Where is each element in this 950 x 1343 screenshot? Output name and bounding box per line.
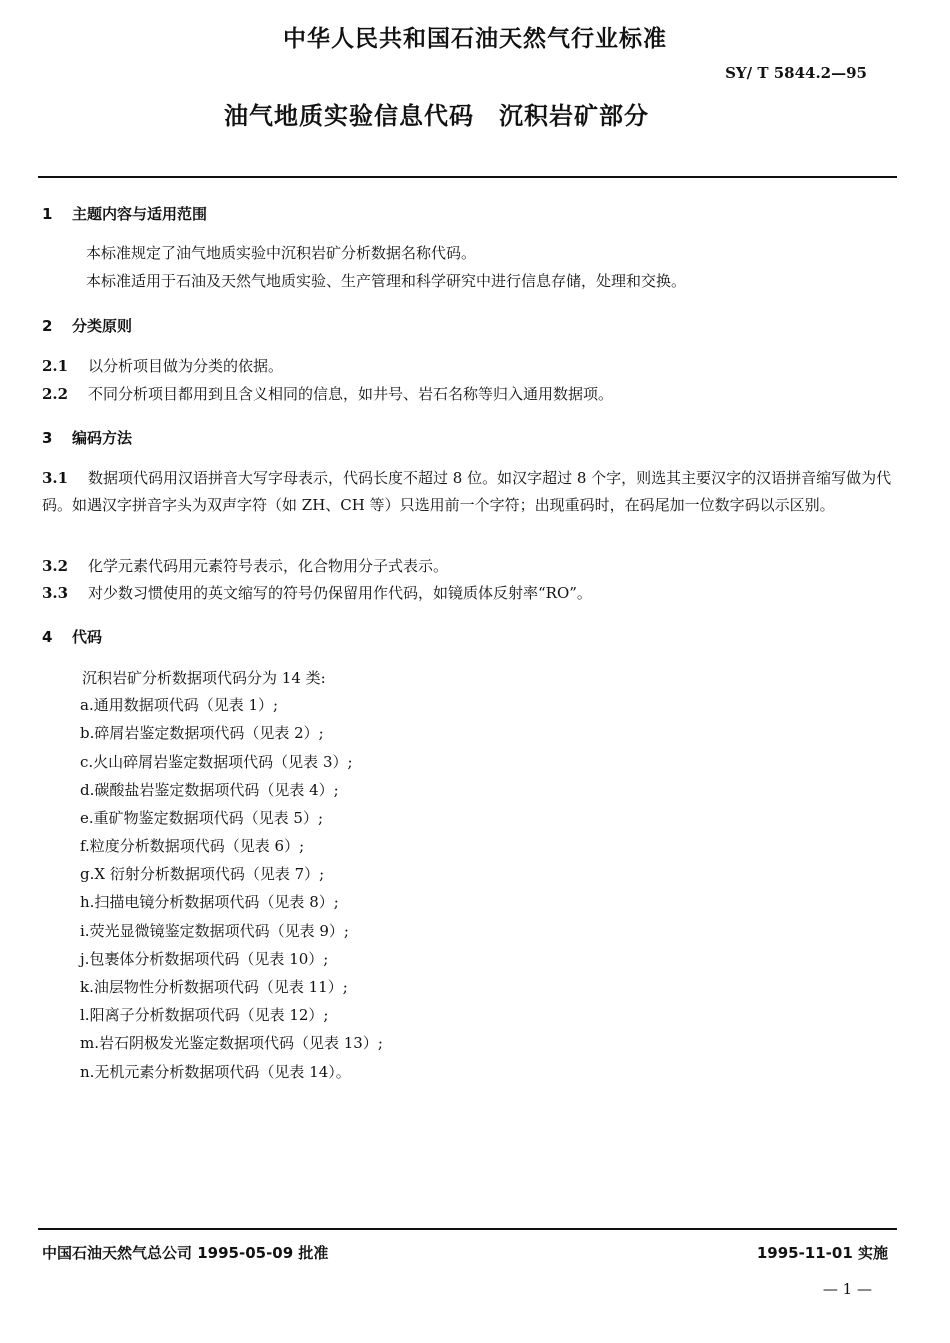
section-number: 1 [42,205,53,223]
list-item: f.粒度分析数据项代码（见表 6）; [80,837,305,855]
section-4-heading [42,626,102,647]
clause-text: 对少数习惯使用的英文缩写的符号仍保留用作代码，如镜质体反射率“RO”。 [88,584,592,602]
clause-number: 3.1 [42,469,69,487]
header-rule [38,176,897,178]
list-item: h.扫描电镜分析数据项代码（见表 8）; [80,893,339,911]
section-title: 代码 [72,628,103,646]
section-title: 编码方法 [72,429,133,447]
clause-number: 2.2 [42,385,69,403]
clause-number: 3.2 [42,557,69,575]
clause-3-1 [42,465,898,519]
section-1-heading [42,203,207,224]
footer-rule [38,1228,897,1230]
clause-text: 数据项代码用汉语拼音大写字母表示，代码长度不超过 8 位。如汉字超过 8 个字，则选其主要汉字的汉语拼音缩写做为代码。如遇汉字拼音字头为双声字符（如 ZH、CH 等）只选用前一个字符；出现重码时，在码尾加一位数字码以示区别。 [42,469,892,514]
list-item: a.通用数据项代码（见表 1）; [80,696,279,714]
org-standard-title: 中华人民共和国石油天然气行业标准 [283,26,667,52]
list-item: n.无机元素分析数据项代码（见表 14）。 [80,1063,351,1081]
page-number: — 1 — [822,1280,872,1298]
document-title: 油气地质实验信息代码 沉积岩矿部分 [224,102,649,130]
section-number: 2 [42,317,53,335]
clause-number: 2.1 [42,357,69,375]
list-item: k.油层物性分析数据项代码（见表 11）; [80,978,348,996]
clause-text: 以分析项目做为分类的依据。 [88,357,284,375]
clause-2-2 [42,383,613,404]
list-item: g.X 衍射分析数据项代码（见表 7）; [80,865,325,883]
clause-3-3 [42,582,592,603]
section-title: 分类原则 [72,317,133,335]
clause-2-1 [42,355,283,376]
approval-statement: 中国石油天然气总公司 1995-05-09 批准 [42,1244,329,1262]
list-item: c.火山碎屑岩鉴定数据项代码（见表 3）; [80,753,353,771]
list-item: m.岩石阴极发光鉴定数据项代码（见表 13）; [80,1034,383,1052]
list-item: d.碳酸盐岩鉴定数据项代码（见表 4）; [80,781,339,799]
list-item: i.荧光显微镜鉴定数据项代码（见表 9）; [80,922,349,940]
list-item: l.阳离子分析数据项代码（见表 12）; [80,1006,329,1024]
list-item: e.重矿物鉴定数据项代码（见表 5）; [80,809,324,827]
standard-code: SY/ T 5844.2—95 [725,64,867,82]
list-item: b.碎屑岩鉴定数据项代码（见表 2）; [80,724,324,742]
section-1-paragraph-2: 本标准适用于石油及天然气地质实验、生产管理和科学研究中进行信息存储，处理和交换。 [86,272,687,290]
section-number: 4 [42,628,53,646]
section-4-intro: 沉积岩矿分析数据项代码分为 14 类: [82,669,326,687]
clause-number: 3.3 [42,584,69,602]
list-item: j.包裹体分析数据项代码（见表 10）; [80,950,329,968]
section-1-paragraph-1: 本标准规定了油气地质实验中沉积岩矿分析数据名称代码。 [86,244,477,262]
section-3-heading [42,427,132,448]
clause-3-2 [42,555,448,576]
effective-date: 1995-11-01 实施 [756,1244,888,1262]
section-2-heading [42,315,132,336]
clause-text: 不同分析项目都用到且含义相同的信息，如井号、岩石名称等归入通用数据项。 [88,385,614,403]
clause-text: 化学元素代码用元素符号表示，化合物用分子式表示。 [88,557,449,575]
section-number: 3 [42,429,53,447]
section-title: 主题内容与适用范围 [72,205,208,223]
